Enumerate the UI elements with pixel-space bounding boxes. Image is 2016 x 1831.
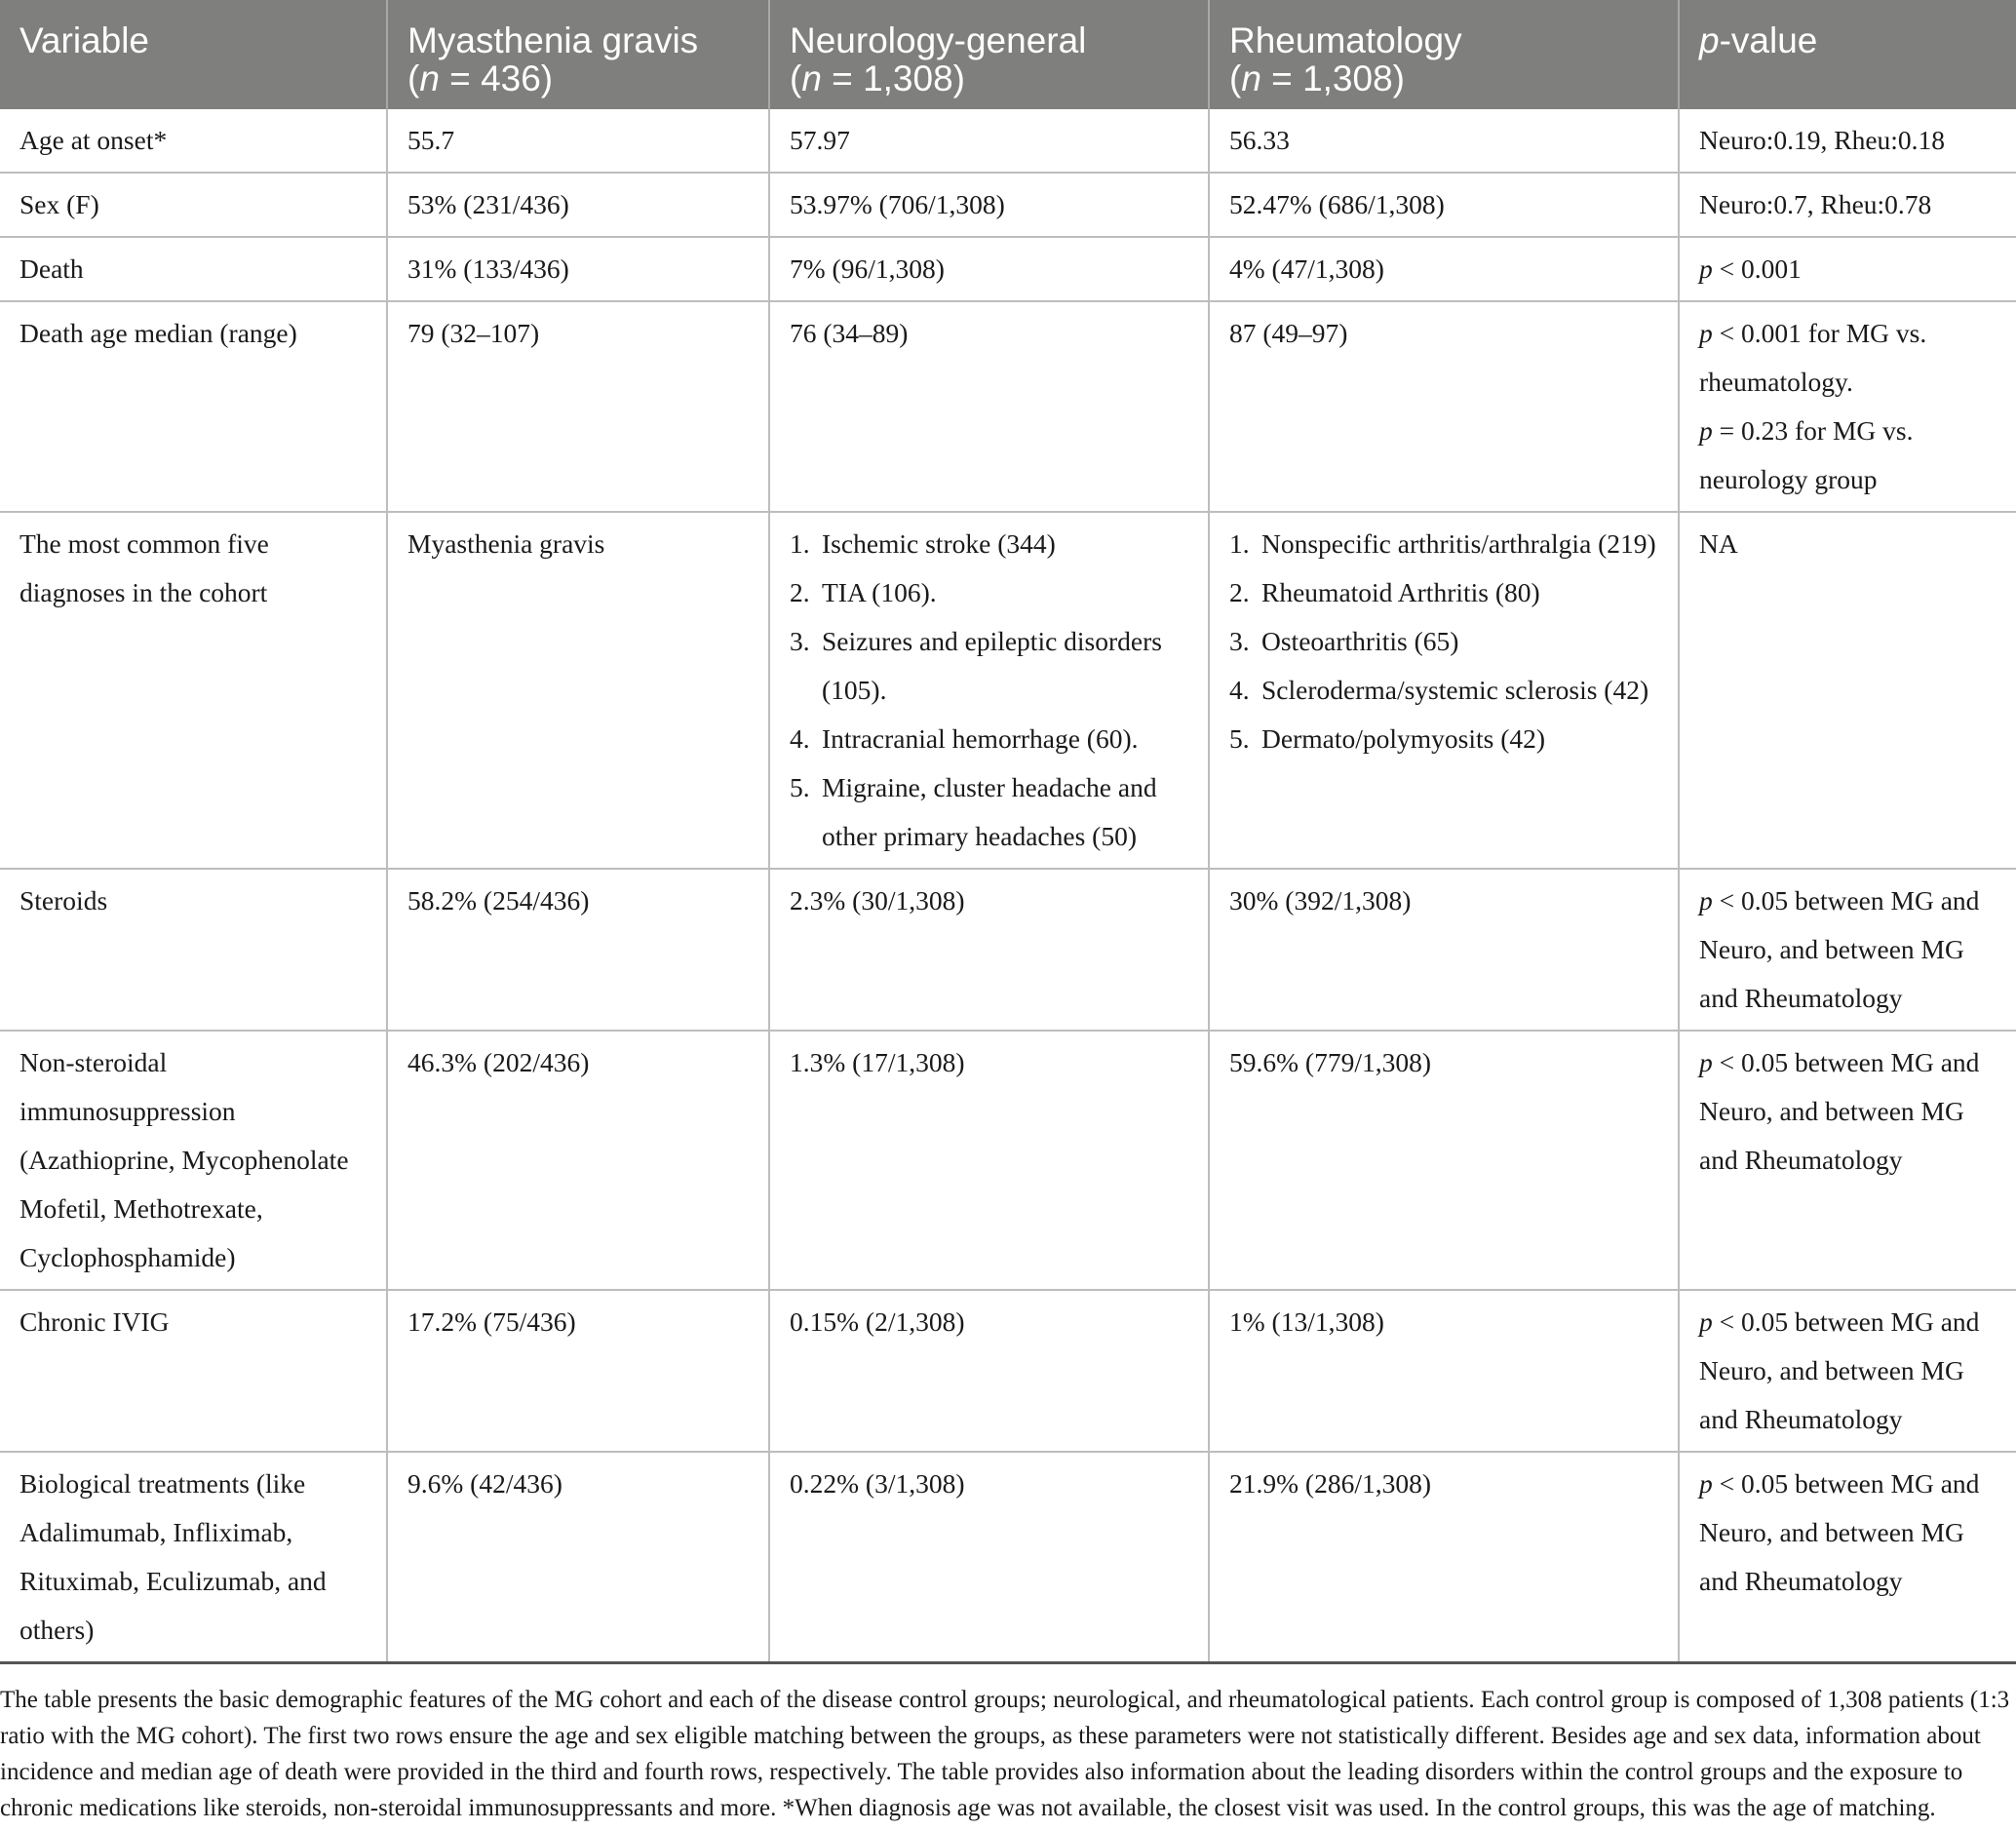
cell-pvalue: p < 0.001 for MG vs. rheumatology. p = 0.23 for MG vs. neurology group xyxy=(1679,301,2016,512)
table-row xyxy=(0,869,2016,1031)
cell-mg: 58.2% (254/436) xyxy=(387,869,769,1031)
cell-variable: Death age median (range) xyxy=(0,301,387,512)
list-item: 2. Rheumatoid Arthritis (80) xyxy=(1229,577,1540,607)
header-row xyxy=(0,0,2016,109)
list-item: 4. Intracranial hemorrhage (60). xyxy=(790,723,1139,754)
cell-rheu: 4% (47/1,308) xyxy=(1209,237,1679,301)
cell-variable: Biological treatments (like Adalimumab, Infliximab, Rituximab, Eculizumab, and others) xyxy=(0,1452,387,1663)
cell-rheu: 56.33 xyxy=(1209,109,1679,173)
table-row xyxy=(0,237,2016,301)
cell-rheu: 30% (392/1,308) xyxy=(1209,869,1679,1031)
list-item: 3. Seizures and epileptic disorders (105). xyxy=(790,626,1162,705)
cell-rheu: 52.47% (686/1,308) xyxy=(1209,173,1679,237)
cell-neuro: 7% (96/1,308) xyxy=(769,237,1209,301)
table-row xyxy=(0,512,2016,869)
cell-mg: 31% (133/436) xyxy=(387,237,769,301)
cell-rheu: 87 (49–97) xyxy=(1209,301,1679,512)
table-row xyxy=(0,1031,2016,1290)
list-item: 1. Nonspecific arthritis/arthralgia (219) xyxy=(1229,528,1656,559)
cell-neuro xyxy=(769,512,1209,869)
cell-pvalue: p < 0.05 between MG and Neuro, and between MG and Rheumatology xyxy=(1679,1290,2016,1452)
cell-mg: 46.3% (202/436) xyxy=(387,1031,769,1290)
cell-rheu: 21.9% (286/1,308) xyxy=(1209,1452,1679,1663)
cell-variable: The most common five diagnoses in the cohort xyxy=(0,512,387,869)
list-item: 1. Ischemic stroke (344) xyxy=(790,528,1056,559)
list-item: 4. Scleroderma/systemic sclerosis (42) xyxy=(1229,675,1649,705)
header-variable: Variable xyxy=(0,0,387,109)
header-pvalue: p-value xyxy=(1679,0,2016,109)
header-neuro: Neurology-general (n = 1,308) xyxy=(769,0,1209,109)
cell-mg: 17.2% (75/436) xyxy=(387,1290,769,1452)
table-row xyxy=(0,1290,2016,1452)
cell-pvalue: p < 0.05 between MG and Neuro, and between MG and Rheumatology xyxy=(1679,1452,2016,1663)
cell-mg: 9.6% (42/436) xyxy=(387,1452,769,1663)
cell-mg: 79 (32–107) xyxy=(387,301,769,512)
cell-pvalue: NA xyxy=(1679,512,2016,869)
neuro-diagnoses-list xyxy=(790,520,1188,861)
cell-pvalue: p < 0.05 between MG and Neuro, and between MG and Rheumatology xyxy=(1679,869,2016,1031)
table-row xyxy=(0,173,2016,237)
cell-pvalue: Neuro:0.7, Rheu:0.78 xyxy=(1679,173,2016,237)
list-item: 2. TIA (106). xyxy=(790,577,937,607)
cell-rheu: 59.6% (779/1,308) xyxy=(1209,1031,1679,1290)
cell-neuro: 76 (34–89) xyxy=(769,301,1209,512)
cell-mg: 53% (231/436) xyxy=(387,173,769,237)
list-item: 3. Osteoarthritis (65) xyxy=(1229,626,1459,656)
cell-mg: 55.7 xyxy=(387,109,769,173)
cell-variable: Steroids xyxy=(0,869,387,1031)
header-rheu: Rheumatology (n = 1,308) xyxy=(1209,0,1679,109)
table-row xyxy=(0,109,2016,173)
cell-variable: Sex (F) xyxy=(0,173,387,237)
cell-pvalue: p < 0.001 xyxy=(1679,237,2016,301)
table-caption: The table presents the basic demographic features of the MG cohort and each of the disease control groups; neurological, and rheumatological patients. Each control group is composed of 1,308 patients (1:3 ratio with the MG cohort). The first two rows ensure the age and sex eligible matching between the groups, as these parameters were not statistically different. Besides age and sex data, information about incidence and median age of death were provided in the third and fourth rows, respectively. The table provides also information about the leading disorders within the control groups and the exposure to chronic medications like steroids, non-steroidal immunosuppressants and more. *When diagnosis age was not available, the closest visit was used. In the control groups, this was the age of matching. xyxy=(0,1687,2010,1821)
cell-pvalue: Neuro:0.19, Rheu:0.18 xyxy=(1679,109,2016,173)
list-item: 5. Dermato/polymyosits (42) xyxy=(1229,723,1546,754)
cell-neuro: 1.3% (17/1,308) xyxy=(769,1031,1209,1290)
cell-neuro: 0.15% (2/1,308) xyxy=(769,1290,1209,1452)
cell-pvalue: p < 0.05 between MG and Neuro, and between MG and Rheumatology xyxy=(1679,1031,2016,1290)
cell-neuro: 53.97% (706/1,308) xyxy=(769,173,1209,237)
cell-rheu: 1% (13/1,308) xyxy=(1209,1290,1679,1452)
cell-variable: Chronic IVIG xyxy=(0,1290,387,1452)
header-mg: Myasthenia gravis (n = 436) xyxy=(387,0,769,109)
rheu-diagnoses-list xyxy=(1229,520,1658,763)
cell-neuro: 57.97 xyxy=(769,109,1209,173)
list-item: 5. Migraine, cluster headache and other primary headaches (50) xyxy=(790,772,1157,851)
cell-neuro: 0.22% (3/1,308) xyxy=(769,1452,1209,1663)
cell-variable: Death xyxy=(0,237,387,301)
table-row xyxy=(0,1452,2016,1663)
table-row xyxy=(0,301,2016,512)
cell-variable: Non-steroidal immunosuppression (Azathioprine, Mycophenolate Mofetil, Methotrexate, Cyclophosphamide) xyxy=(0,1031,387,1290)
cell-rheu xyxy=(1209,512,1679,869)
cell-variable: Age at onset* xyxy=(0,109,387,173)
cell-mg: Myasthenia gravis xyxy=(387,512,769,869)
cell-neuro: 2.3% (30/1,308) xyxy=(769,869,1209,1031)
